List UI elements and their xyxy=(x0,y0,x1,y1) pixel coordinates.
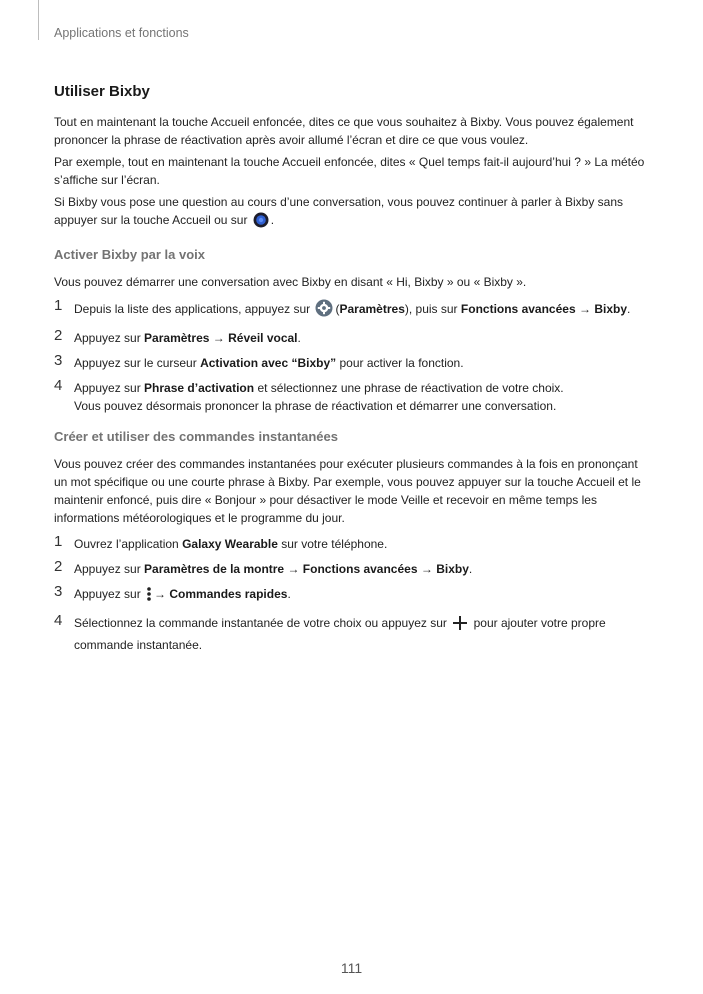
arrow: → xyxy=(212,331,225,345)
page-number: 111 xyxy=(340,960,363,976)
voice-heading: Activer Bixby par la voix xyxy=(54,247,206,262)
step-text: pour activer la fonction. xyxy=(339,356,464,370)
voice-step-3 xyxy=(54,354,654,372)
step-text: Appuyez sur xyxy=(74,381,141,395)
step-number: 4 xyxy=(54,377,63,394)
bold-term: Paramètres xyxy=(339,302,405,316)
bold-term: Bixby xyxy=(436,562,469,576)
voice-intro: Vous pouvez démarrer une conversation avec Bixby en disant « Hi, Bixby » ou « Bixby ». xyxy=(54,275,527,289)
step-text: Appuyez sur le curseur xyxy=(74,356,197,370)
arrow: → xyxy=(420,562,433,576)
intro-paragraph-1: Tout en maintenant la touche Accueil enfoncée, dites ce que vous souhaitez à Bixby. Vous pouvez également prononcer la phrase de réactivation après avoir allumé l’écran et dire ce que vous voulez. xyxy=(54,115,634,147)
step-text: . xyxy=(297,331,301,345)
step-text: . xyxy=(468,562,473,576)
step-text: sur votre téléphone. xyxy=(281,537,388,551)
commands-steps xyxy=(54,535,654,654)
page-content xyxy=(54,82,654,661)
step-text: . xyxy=(287,587,291,601)
bold-term: Activation avec “Bixby” xyxy=(200,356,337,370)
bold-term: Paramètres de la montre xyxy=(144,562,285,576)
arrow: → xyxy=(287,562,300,576)
bold-term: Commandes rapides xyxy=(169,587,288,601)
step-text: . xyxy=(627,302,631,316)
step-number: 2 xyxy=(54,558,63,575)
commands-step-2 xyxy=(54,560,654,578)
step-text: Depuis la liste des applications, appuyez sur xyxy=(74,302,311,316)
bold-term: Fonctions avancées xyxy=(302,562,418,576)
commands-step-4 xyxy=(54,614,654,654)
settings-gear-icon xyxy=(315,299,333,322)
arrow: → xyxy=(578,302,591,316)
bold-term: Paramètres xyxy=(144,331,210,345)
step-text: ), puis sur xyxy=(404,302,458,316)
more-options-icon xyxy=(146,586,152,607)
section-header: Applications et fonctions xyxy=(54,26,189,40)
voice-step-2 xyxy=(54,329,654,347)
step-text: Ouvrez l’application xyxy=(74,537,179,551)
commands-step-3 xyxy=(54,585,654,607)
step-number: 1 xyxy=(54,297,63,314)
step-number: 3 xyxy=(54,352,63,369)
step-text: Appuyez sur xyxy=(74,331,141,345)
intro-p3-text: Si Bixby vous pose une question au cours d’une conversation, vous pouvez continuer à parler à Bixby sans appuyer sur la touche Accueil ou sur xyxy=(54,195,624,227)
voice-step-1 xyxy=(54,299,654,322)
step-text: ( xyxy=(335,302,340,316)
intro-p3-end: . xyxy=(270,213,275,227)
arrow: → xyxy=(154,587,167,601)
step-number: 4 xyxy=(54,612,63,629)
step-note: Vous pouvez désormais prononcer la phrase de réactivation et démarrer une conversation. xyxy=(74,399,557,413)
bold-term: Galaxy Wearable xyxy=(182,537,278,551)
commands-intro: Vous pouvez créer des commandes instantanées pour exécuter plusieurs commandes à la fois en prononçant un mot spécifique ou une courte phrase à Bixby. Par exemple, vous pouvez appuyer sur la touche Accueil et le maintenir enfoncé, puis dire « Bonjour » pour désactiver le mode Veille et recevoir en même temps les informations météorologiques et le programme du jour. xyxy=(54,457,641,525)
step-number: 3 xyxy=(54,583,63,600)
voice-steps xyxy=(54,299,654,415)
step-number: 1 xyxy=(54,533,63,550)
bold-term: Bixby xyxy=(594,302,627,316)
step-text: Appuyez sur xyxy=(74,562,141,576)
step-number: 2 xyxy=(54,327,63,344)
plus-icon xyxy=(452,615,468,636)
commands-heading: Créer et utiliser des commandes instantanées xyxy=(54,429,338,444)
bixby-icon xyxy=(253,212,269,233)
voice-step-4 xyxy=(54,379,654,415)
intro-paragraph-3 xyxy=(54,193,654,233)
intro-paragraph-2: Par exemple, tout en maintenant la touche Accueil enfoncée, dites « Quel temps fait-il aujourd’hui ? » La météo s’affiche sur l’écran. xyxy=(54,155,645,187)
bold-term: Fonctions avancées xyxy=(460,302,576,316)
commands-step-1 xyxy=(54,535,654,553)
header-divider xyxy=(38,0,39,40)
bold-term: Phrase d’activation xyxy=(144,381,255,395)
step-text: pour ajouter votre propre commande instantanée. xyxy=(74,616,606,652)
bold-term: Réveil vocal xyxy=(228,331,298,345)
step-text: Appuyez sur xyxy=(74,587,141,601)
page-title: Utiliser Bixby xyxy=(54,83,150,100)
step-text: et sélectionnez une phrase de réactivation de votre choix. xyxy=(257,381,564,395)
step-text: Sélectionnez la commande instantanée de votre choix ou appuyez sur xyxy=(74,616,447,630)
